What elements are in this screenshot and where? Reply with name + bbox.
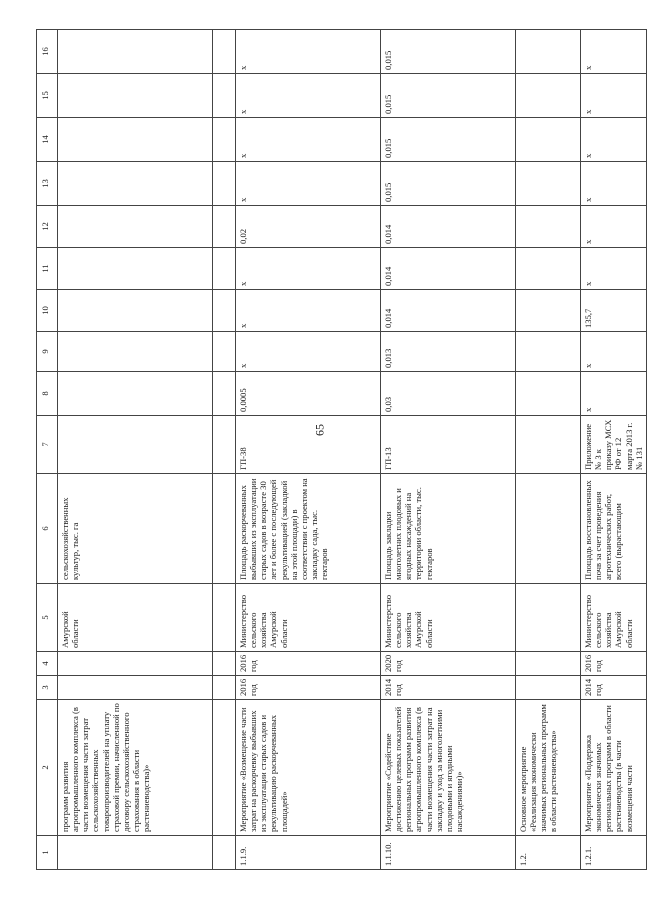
cell-value: 0,015 [381, 118, 516, 162]
cell-empty [213, 30, 236, 74]
cell-end-year: 2016 год [236, 652, 381, 676]
cell-empty [213, 652, 236, 676]
cell-value [516, 248, 581, 290]
cell-value: 0,0005 [236, 372, 381, 416]
page-number: 65 [312, 424, 327, 436]
cell-value: х [581, 372, 647, 416]
cell-value [58, 290, 213, 332]
column-header: 11 [37, 248, 58, 290]
column-header: 4 [37, 652, 58, 676]
cell-value: х [581, 332, 647, 372]
cell-indicator: сельскохозяйственных культур, тыс. га [58, 474, 213, 584]
rotated-table-sheet [36, 30, 644, 870]
cell-activity: программ развития агропромышленного комплекса (в части возмещения части затрат сельскохозяйственных товаропроизводителей на уплату страховой премии, начисленной по договору сельскохозяйственного страхования в области растениеводства)» [58, 700, 213, 836]
cell-indicator: Площадь восстановленных почв за счет проведения агротехнических работ, всего (вырастающим [581, 474, 647, 584]
cell-value: 0,015 [381, 74, 516, 118]
cell-value [58, 74, 213, 118]
cell-value: х [236, 332, 381, 372]
cell-value [516, 162, 581, 206]
cell-code: ГП-38 [236, 416, 381, 474]
column-header: 13 [37, 162, 58, 206]
cell-empty [213, 290, 236, 332]
cell-value: х [581, 74, 647, 118]
cell-code [58, 416, 213, 474]
cell-value: 135,7 [581, 290, 647, 332]
cell-number: 1.2.1. [581, 836, 647, 870]
cell-indicator: Площадь закладки многолетних плодовых и ягодных насаждений на территории области, тыс. гектаров [381, 474, 516, 584]
cell-value: 0,014 [381, 248, 516, 290]
cell-activity: Основное мероприятие «Реализация экономически значимых региональных программ в области растениеводства» [516, 700, 581, 836]
cell-value: х [236, 248, 381, 290]
cell-number: 1.1.10. [381, 836, 516, 870]
cell-start-year: 2016 год [236, 676, 381, 700]
cell-value: х [236, 162, 381, 206]
cell-value: 0,015 [381, 30, 516, 74]
cell-value: х [581, 118, 647, 162]
column-header: 15 [37, 74, 58, 118]
table-row-1-1-9 [236, 30, 381, 870]
cell-value: х [581, 206, 647, 248]
cell-indicator: Площадь раскорчеванных выбывших из эксплуатации старых садов в возрасте 30 лет и более с последующей рекультивацией (закладкой на этой площади) в соответствии с проектом на закладку сада, тыс. гектаров [236, 474, 381, 584]
table-row-1-2 [516, 30, 581, 870]
column-header: 14 [37, 118, 58, 162]
cell-start-year: 2014 год [581, 676, 647, 700]
cell-start-year [58, 676, 213, 700]
cell-executor: Министерство сельского хозяйства Амурской области [581, 584, 647, 652]
table-row-1-2-1 [581, 30, 647, 870]
cell-activity: Мероприятие «Содействие достижению целевых показателей региональных программ развития агропромышленного комплекса (в части возмещения части затрат на закладку и уход за многолетними плодовыми и ягодными насаждениями)» [381, 700, 516, 836]
cell-empty [213, 474, 236, 584]
column-header: 5 [37, 584, 58, 652]
cell-number: 1.2. [516, 836, 581, 870]
cell-number [58, 836, 213, 870]
cell-empty [213, 416, 236, 474]
cell-value: 0,03 [381, 372, 516, 416]
cell-start-year: 2014 год [381, 676, 516, 700]
cell-value [58, 118, 213, 162]
cell-empty [213, 372, 236, 416]
cell-code: Приложение № 3 к приказу МСХ РФ от 12 марта 2013 г. № 131 [581, 416, 647, 474]
cell-empty [213, 584, 236, 652]
cell-value [516, 332, 581, 372]
cell-start-year [516, 676, 581, 700]
cell-executor: Министерство сельского хозяйства Амурской области [236, 584, 381, 652]
cell-value [516, 372, 581, 416]
cell-executor: Министерство сельского хозяйства Амурской области [381, 584, 516, 652]
cell-activity: Мероприятие «Поддержка экономически значимых региональных программ в области растениеводства (в части возмещения части [581, 700, 647, 836]
column-header: 10 [37, 290, 58, 332]
program-activities-table [36, 29, 647, 870]
cell-value: х [236, 290, 381, 332]
column-header: 6 [37, 474, 58, 584]
cell-empty [213, 676, 236, 700]
cell-value: 0,014 [381, 290, 516, 332]
cell-number: 1.1.9. [236, 836, 381, 870]
cell-activity: Мероприятие «Возмещение части затрат на раскорчевку выбывших из эксплуатации старых садов и рекультивацию раскорчеванных площадей» [236, 700, 381, 836]
cell-value: х [236, 118, 381, 162]
cell-end-year [58, 652, 213, 676]
cell-end-year [516, 652, 581, 676]
cell-code: ГП-13 [381, 416, 516, 474]
cell-value: 0,014 [381, 206, 516, 248]
cell-value [58, 206, 213, 248]
cell-value [516, 290, 581, 332]
cell-value [516, 30, 581, 74]
cell-value [516, 118, 581, 162]
column-header: 16 [37, 30, 58, 74]
column-header: 12 [37, 206, 58, 248]
table-row-continuation [58, 30, 213, 870]
cell-value [58, 332, 213, 372]
column-header: 8 [37, 372, 58, 416]
cell-end-year: 2016 год [581, 652, 647, 676]
cell-executor: Амурской области [58, 584, 213, 652]
cell-value: 0,015 [381, 162, 516, 206]
cell-indicator [516, 474, 581, 584]
cell-value: х [581, 30, 647, 74]
cell-value [516, 206, 581, 248]
cell-value: 0,02 [236, 206, 381, 248]
cell-empty [213, 74, 236, 118]
cell-empty [213, 248, 236, 290]
column-header: 2 [37, 700, 58, 836]
cell-value [516, 74, 581, 118]
cell-empty [213, 206, 236, 248]
cell-value [58, 30, 213, 74]
cell-empty [213, 836, 236, 870]
cell-empty [213, 162, 236, 206]
cell-value [58, 162, 213, 206]
cell-value [58, 372, 213, 416]
cell-end-year: 2020 год [381, 652, 516, 676]
cell-empty [213, 700, 236, 836]
cell-empty [213, 118, 236, 162]
cell-value: 0,013 [381, 332, 516, 372]
header-row [37, 30, 58, 870]
cell-value [58, 248, 213, 290]
cell-value: х [581, 248, 647, 290]
cell-executor [516, 584, 581, 652]
column-header: 9 [37, 332, 58, 372]
cell-value: х [581, 162, 647, 206]
cell-value: х [236, 74, 381, 118]
cell-empty [213, 332, 236, 372]
column-header: 1 [37, 836, 58, 870]
table-row-blank [213, 30, 236, 870]
column-header: 7 [37, 416, 58, 474]
cell-code [516, 416, 581, 474]
column-header: 3 [37, 676, 58, 700]
table-row-1-1-10 [381, 30, 516, 870]
cell-value: х [236, 30, 381, 74]
